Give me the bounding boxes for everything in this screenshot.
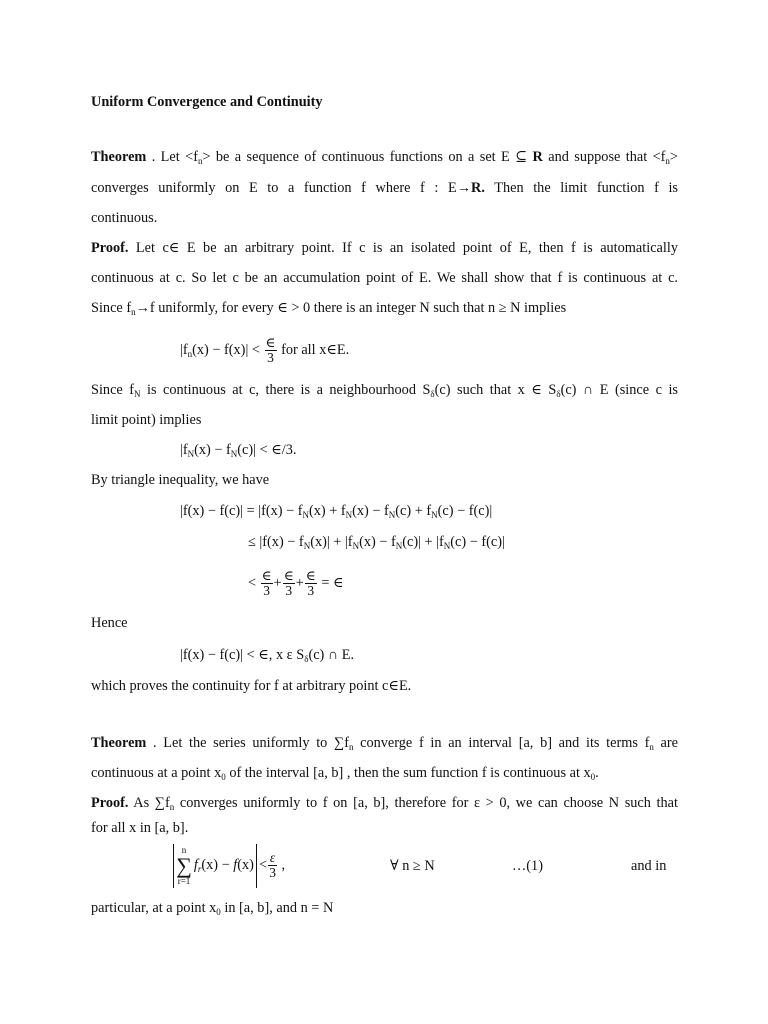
theorem1-line1: Theorem . Let $<f_n>$ be a sequence of continuous functions on a set E ⊆ R and suppose that $<f_n>$: [91, 149, 678, 166]
fraction-eps-over-3: $\frac{\in}{3}$: [305, 568, 316, 598]
abs-bar-right: [256, 844, 257, 888]
equation-2: $|f_N(x) - f_N(c)|$ < ∈/3.: [180, 442, 297, 459]
proof1-line2: continuous at c. So let c be an accumulation point of E. We shall show that f is continuous at c.: [91, 270, 678, 286]
theorem2-line2: continuous at a point $x_0$ of the interval [a, b] , then the sum function f is continuous at $x_0$.: [91, 765, 599, 782]
and-in-text: and in: [631, 858, 667, 874]
proof1-line1: Proof. Let c∈ E be an arbitrary point. If c is an isolated point of E, then f is automatically: [91, 240, 678, 256]
proof2-line1: Proof. As $\sum f_n$ converges uniformly to f on [a, b], therefore for ε > 0, we can choose N such that: [91, 795, 678, 812]
equation-5: < $\frac{\in}{3}$ + $\frac{\in}{3}$ + $\frac{\in}{3}$ = ∈: [248, 568, 344, 598]
summation-symbol: n ∑ r=1: [176, 844, 192, 886]
fraction-eps-over-3: $\frac{\in}{3}$: [261, 568, 272, 598]
proof1-line5: limit point) implies: [91, 412, 202, 428]
equation-1: $|f_n(x) - f(x)|$ < $\frac{\in}{3}$ for all x∈E.: [180, 335, 350, 365]
page-title: Uniform Convergence and Continuity: [91, 94, 323, 110]
equation-4: ≤ $|f(x) - f_N(x)| + |f_N(x) - f_N(c)| + |f_N(c) - f(c)|$: [248, 534, 505, 551]
theorem1-line2: converges uniformly on E to a function f where f : E→R. Then the limit function f is: [91, 180, 678, 196]
fraction-eps-over-3: $\frac{\in}{3}$: [265, 335, 276, 365]
forall-condition: ∀ n ≥ N: [390, 858, 435, 874]
equation-6: |f(x) − f(c)| < ∈, x ε $S_\delta(c)$ ∩ E.: [180, 647, 355, 664]
fraction-eps-over-3: $\frac{\in}{3}$: [283, 568, 294, 598]
equation-number: …(1): [512, 858, 543, 874]
equation-3: $|f(x) - f(c)| = |f(x) - f_N(x) + f_N(x) - f_N(c) + f_N(c) - f(c)|$: [180, 503, 493, 520]
abs-bar-left: [173, 844, 174, 888]
proof1-line6: By triangle inequality, we have: [91, 472, 270, 488]
equation-series: n ∑ $r=1f_r(x) - f(x)$ < $\frac{\varepsilon}{3}$ ,: [171, 843, 285, 889]
theorem1-line3: continuous.: [91, 210, 158, 226]
hence-text: Hence: [91, 615, 128, 631]
proof1-line4: Since $f_N$ is continuous at c, there is a neighbourhood $S_\delta(c)$ such that x ∈ $S_\delta(c)$ ∩ E (since c is: [91, 382, 678, 399]
proof2-line2: for all x in [a, b].: [91, 820, 189, 836]
proof2-last-line: particular, at a point $x_0$ in [a, b], and n = N: [91, 900, 334, 917]
theorem2-line1: Theorem . Let the series uniformly to $\sum f_n$ converge f in an interval [a, b] and its terms $f_n$ are: [91, 735, 678, 752]
proof1-line3: Since $f_n\to f$ uniformly, for every ∈ > 0 there is an integer N such that n ≥ N implies: [91, 300, 567, 317]
proof1-conclusion: which proves the continuity for f at arbitrary point c∈E.: [91, 678, 412, 694]
fraction-eps-over-3: $\frac{\varepsilon}{3}$: [269, 850, 276, 881]
